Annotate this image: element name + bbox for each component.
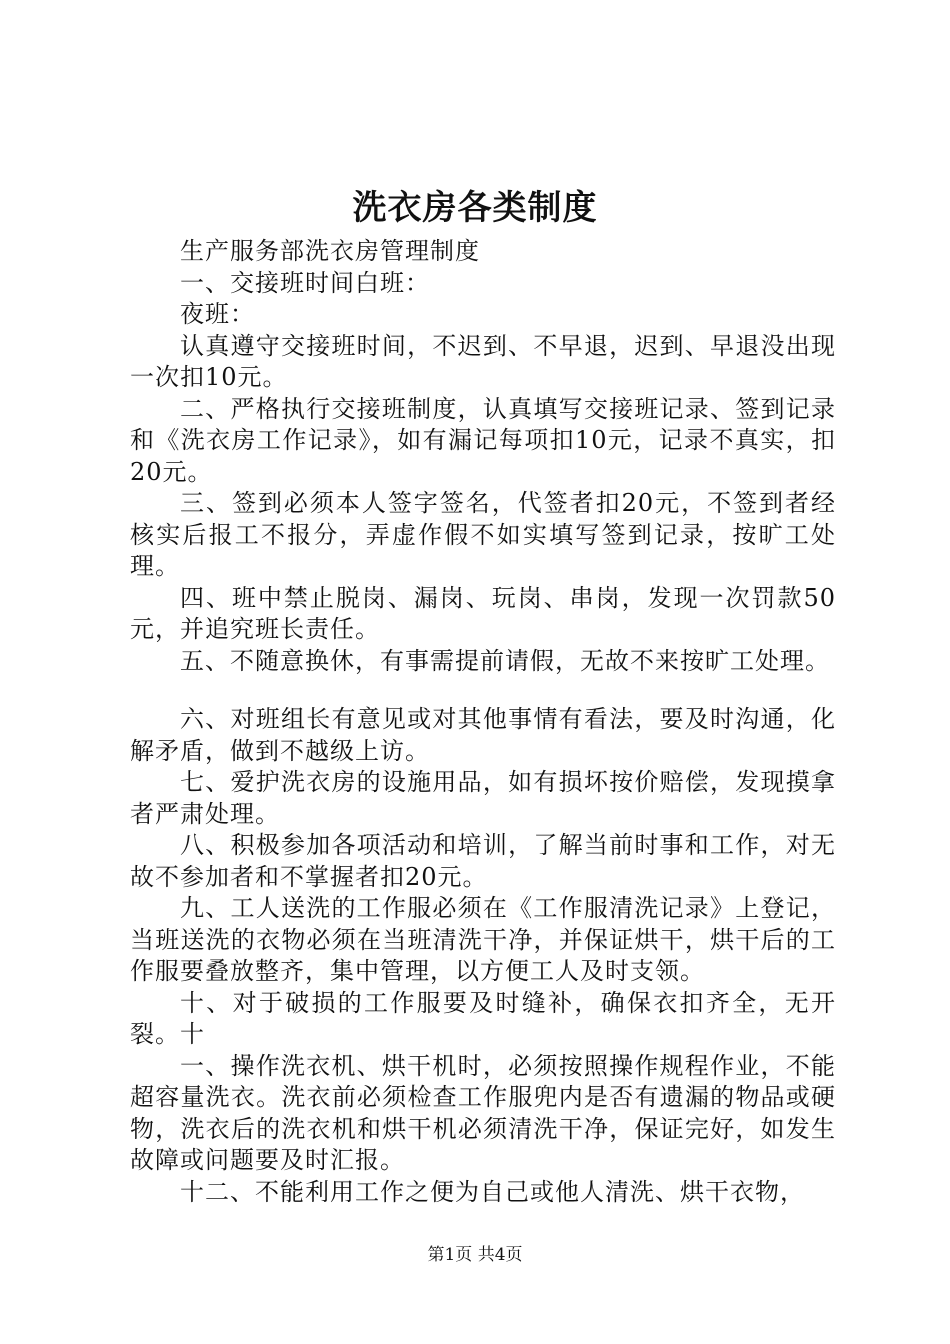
paragraph: 九、工人送洗的工作服必须在《工作服清洗记录》上登记，当班送洗的衣物必须在当班清洗干净，并保证烘干，烘干后的工作服要叠放整齐，集中管理，以方便工人及时支领。 [130,894,836,985]
paragraph: 二、严格执行交接班制度，认真填写交接班记录、签到记录和《洗衣房工作记录》，如有漏记每项扣10元，记录不真实，扣20元。 [130,394,836,486]
page-footer: 第1页 共4页 [427,1245,523,1265]
paragraph: 十、对于破损的工作服要及时缝补，确保衣扣齐全，无开裂。十 [130,988,836,1048]
paragraph: 六、对班组长有意见或对其他事情有看法，要及时沟通，化解矛盾，做到不越级上访。 [130,705,836,765]
paragraph: 四、班中禁止脱岗、漏岗、玩岗、串岗，发现一次罚款50元，并追究班长责任。 [130,583,836,643]
paragraph: 一、交接班时间白班： [180,268,430,297]
paragraph: 生产服务部洗衣房管理制度 [180,237,480,265]
paragraph: 十二、不能利用工作之便为自己或他人清洗、烘干衣物， [180,1177,805,1206]
document-body [130,236,836,1208]
paragraph: 七、爱护洗衣房的设施用品，如有损坏按价赔偿，发现摸拿者严肃处理。 [130,768,836,828]
paragraph: 五、不随意换休，有事需提前请假，无故不来按旷工处理。 [180,646,830,675]
paragraph: 认真遵守交接班时间，不迟到、不早退，迟到、早退没出现一次扣10元。 [130,331,836,391]
paragraph: 夜班： [180,300,255,328]
paragraph: 八、积极参加各项活动和培训，了解当前时事和工作，对无故不参加者和不掌握者扣20元。 [130,831,836,891]
document-title: 洗衣房各类制度 [352,188,598,228]
paragraph: 三、签到必须本人签字签名，代签者扣20元，不签到者经核实后报工不报分，弄虚作假不如实填写签到记录，按旷工处理。 [130,489,836,580]
paragraph: 一、操作洗衣机、烘干机时，必须按照操作规程作业，不能超容量洗衣。洗衣前必须检查工作服兜内是否有遗漏的物品或硬物，洗衣后的洗衣机和烘干机必须清洗干净，保证完好，如发生故障或问题要及时汇报。 [130,1051,836,1174]
